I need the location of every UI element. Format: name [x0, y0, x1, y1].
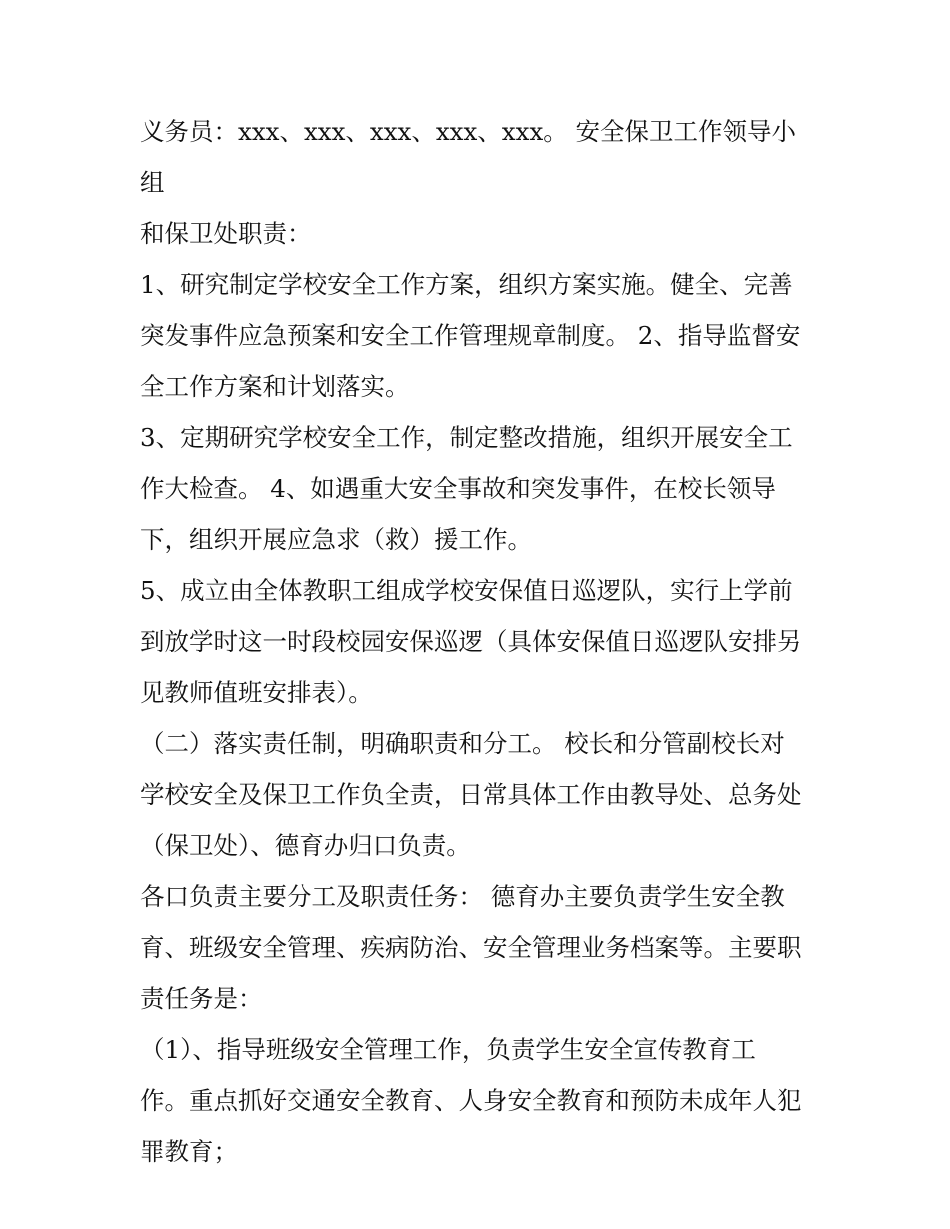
- paragraph-security-members: [140, 106, 820, 259]
- text-line: 1、研究制定学校安全工作方案，组织方案实施。健全、完善: [140, 270, 793, 299]
- text-line: 育、班级安全管理、疾病防治、安全管理业务档案等。主要职: [140, 933, 802, 962]
- text-line: 和保卫处职责：: [140, 219, 312, 248]
- text-line: （二）落实责任制，明确职责和分工。 校长和分管副校长对: [140, 729, 785, 758]
- text-line: 3、定期研究学校安全工作，制定整改措施，组织开展安全工: [140, 423, 793, 452]
- document-body: [140, 106, 820, 1177]
- text-line: 罪教育；: [140, 1137, 238, 1166]
- text-line: 到放学时这一时段校园安保巡逻（具体安保值日巡逻队安排另: [140, 627, 802, 656]
- text-line: （保卫处）、德育办归口负责。: [140, 831, 471, 860]
- text-line: 各口负责主要分工及职责任务： 德育办主要负责学生安全教: [140, 882, 785, 911]
- text-line: 见教师值班安排表）。: [140, 678, 373, 707]
- paragraph-responsibility: [140, 718, 820, 871]
- text-line: 义务员：xxx、xxx、xxx、xxx、xxx。 安全保卫工作领导小组: [140, 117, 797, 197]
- paragraph-duty-5: [140, 565, 820, 718]
- text-line: 责任务是：: [140, 984, 263, 1013]
- paragraph-division-of-labor: [140, 871, 820, 1024]
- text-line: 作。重点抓好交通安全教育、人身安全教育和预防未成年人犯: [140, 1086, 802, 1115]
- paragraph-duty-1-2: [140, 259, 820, 412]
- text-line: 下，组织开展应急求（救）援工作。: [140, 525, 532, 554]
- paragraph-task-1: [140, 1024, 820, 1177]
- text-line: （1）、指导班级安全管理工作，负责学生安全宣传教育工: [140, 1035, 756, 1064]
- text-line: 5、成立由全体教职工组成学校安保值日巡逻队，实行上学前: [140, 576, 793, 605]
- text-line: 突发事件应急预案和安全工作管理规章制度。 2、指导监督安: [140, 321, 801, 350]
- text-line: 学校安全及保卫工作负全责，日常具体工作由教导处、总务处: [140, 780, 802, 809]
- text-line: 全工作方案和计划落实。: [140, 372, 410, 401]
- text-line: 作大检查。 4、如遇重大安全事故和突发事件，在校长领导: [140, 474, 776, 503]
- paragraph-duty-3-4: [140, 412, 820, 565]
